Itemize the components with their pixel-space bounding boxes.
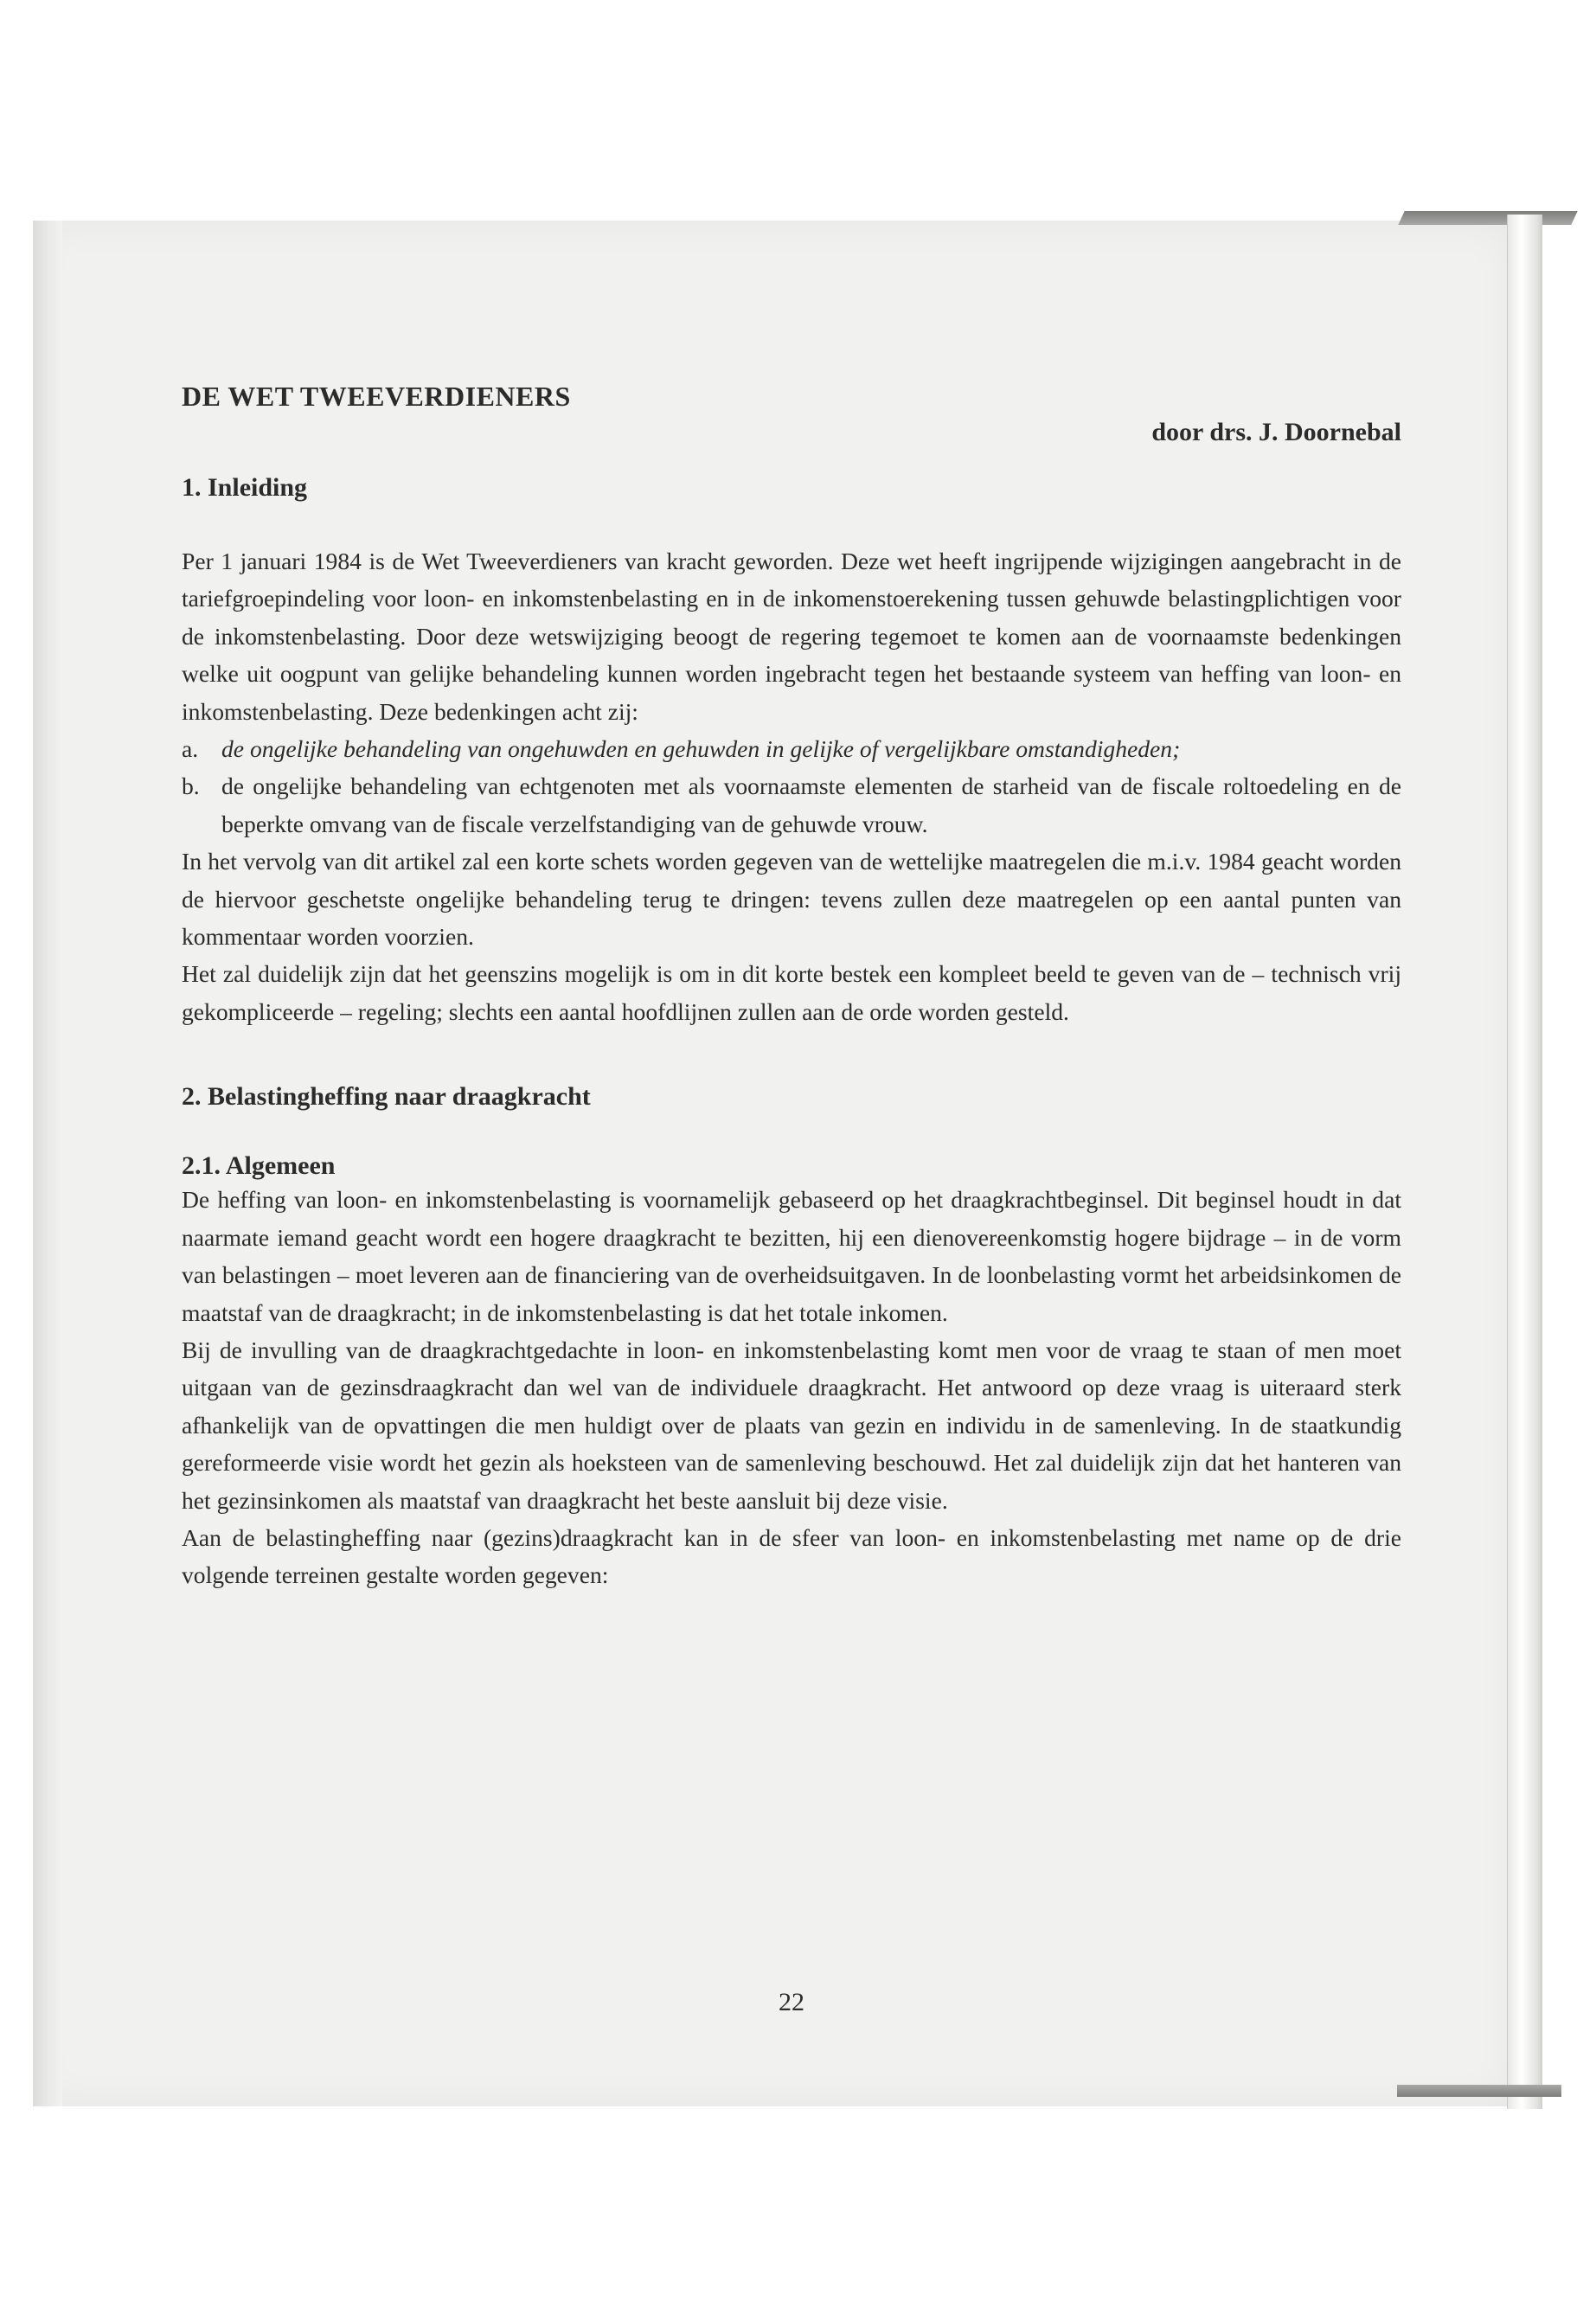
list-item xyxy=(182,730,1401,767)
list-item-text: de ongelijke behandeling van ongehuwden en gehuwden in gelijke of vergelijkbare omstandigheden; xyxy=(221,735,1181,763)
subsection-heading-algemeen: 2.1. Algemeen xyxy=(182,1151,336,1181)
page-stack-edge xyxy=(1507,215,1542,2109)
list-item xyxy=(182,767,1401,843)
paragraph: Bij de invulling van de draagkrachtgedachte in loon- en inkomstenbelasting komt men voor de vraag te staan of men moet uitgaan van de gezinsdraagkracht dan wel van de individuele draagkracht. Het antwoord op deze vraag is uiteraard sterk afhankelijk van de opvattingen die men huldigt over de plaats van gezin en individu in de samenleving. In de staatkundig gereformeerde visie wordt het gezin als hoeksteen van de samenleving beschouwd. Het zal duidelijk zijn dat het hanteren van het gezinsinkomen als maatstaf van draagkracht het beste aansluit bij deze visie. xyxy=(182,1336,1401,1514)
paragraph: Per 1 januari 1984 is de Wet Tweeverdieners van kracht geworden. Deze wet heeft ingrijpende wijzigingen aangebracht in de tariefgroepindeling voor loon- en inkomstenbelasting en in de inkomenstoerekening tussen gehuwde belastingplichtigen voor de inkomstenbelasting. Door deze wetswijziging beoogt de regering tegemoet te komen aan de voornaamste bedenkingen welke uit oogpunt van gelijke behandeling kunnen worden ingebracht tegen het bestaande systeem van heffing van loon- en inkomstenbelasting. Deze bedenkingen acht zij: xyxy=(182,548,1401,725)
paragraph: Aan de belastingheffing naar (gezins)draagkracht kan in de sfeer van loon- en inkomstenbelasting met name op de drie volgende terreinen gestalte worden gegeven: xyxy=(182,1523,1401,1589)
section-heading-belastingheffing: 2. Belastingheffing naar draagkracht xyxy=(182,1082,591,1112)
list-marker: b. xyxy=(182,772,200,800)
article-body xyxy=(182,381,1401,1594)
book-binding-bottom xyxy=(1397,2085,1561,2097)
list-item-text: de ongelijke behandeling van echtgenoten met als voornaamste elementen de starheid van de fiscale roltoedeling en de beperkte omvang van de fiscale verzelfstandiging van de gehuwde vrouw. xyxy=(221,772,1401,837)
page-number: 22 xyxy=(779,1988,804,2016)
paragraph: In het vervolg van dit artikel zal een korte schets worden gegeven van de wettelijke maatregelen die m.i.v. 1984 geacht worden de hiervoor geschetste ongelijke behandeling terug te dringen: tevens zullen deze maatregelen op een aantal punten van kommentaar worden voorzien. xyxy=(182,848,1401,951)
list-marker: a. xyxy=(182,735,199,763)
article-author: door drs. J. Doornebal xyxy=(1151,418,1401,446)
paragraph: De heffing van loon- en inkomstenbelasting is voornamelijk gebaseerd op het draagkrachtbeginsel. Dit beginsel houdt in dat naarmate iemand geacht wordt een hogere draagkracht te bezitten, hij een dienovereenkomstig hogere bijdrage – in de vorm van belastingen – moet leveren aan de financiering van de overheidsuitgaven. In de loonbelasting vormt het arbeidsinkomen de maatstaf van de draagkracht; in de inkomstenbelasting is dat het totale inkomen. xyxy=(182,1186,1401,1326)
book-binding-top xyxy=(1398,211,1577,225)
page-left-edge xyxy=(33,221,62,2106)
article-title: DE WET TWEEVERDIENERS xyxy=(182,381,571,412)
paragraph: Het zal duidelijk zijn dat het geenszins mogelijk is om in dit korte bestek een kompleet beeld te geven van de – technisch vrij gekompliceerde – regeling; slechts een aantal hoofdlijnen zullen aan de orde worden gesteld. xyxy=(182,960,1401,1025)
section-heading-inleiding: 1. Inleiding xyxy=(182,473,308,502)
